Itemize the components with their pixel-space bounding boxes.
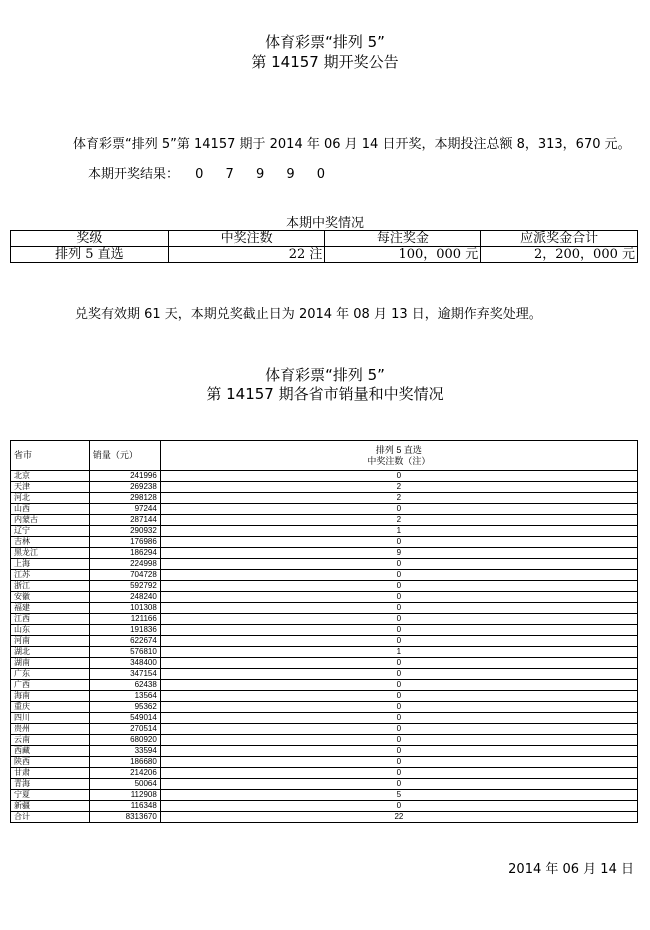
table-row: [11, 746, 638, 757]
province-name: 山东: [11, 625, 90, 636]
table-row: [11, 581, 638, 592]
province-sales: 191836: [89, 625, 160, 636]
province-winners: 0: [160, 757, 637, 768]
province-winners: 0: [160, 735, 637, 746]
province-sales: 33594: [89, 746, 160, 757]
table-row: [11, 559, 638, 570]
province-name: 辽宁: [11, 526, 90, 537]
prize-total: 2，200，000 元: [481, 247, 638, 263]
table-row: [11, 801, 638, 812]
province-winners: 0: [160, 801, 637, 812]
table-row: [11, 779, 638, 790]
claim-notice: 兑奖有效期 61 天，本期兑奖截止日为 2014 年 08 月 13 日，逾期作弃奖处理。: [75, 307, 542, 322]
header-winners: [160, 441, 637, 471]
header-province: 省市: [11, 441, 90, 471]
prize-table: [10, 230, 638, 263]
province-name: 浙江: [11, 581, 90, 592]
province-winners: 2: [160, 493, 637, 504]
province-name: 合计: [11, 812, 90, 823]
province-sales: 287144: [89, 515, 160, 526]
table-row: [11, 812, 638, 823]
section2-subtitle: 第 14157 期各省市销量和中奖情况: [206, 385, 444, 403]
province-sales: 269238: [89, 482, 160, 493]
province-winners: 0: [160, 614, 637, 625]
table-row: [11, 658, 638, 669]
province-name: 青海: [11, 779, 90, 790]
table-row: [11, 713, 638, 724]
prize-table-header: [11, 231, 638, 247]
province-name: 广东: [11, 669, 90, 680]
header-winners-line2: 中奖注数（注）: [367, 455, 431, 466]
table-row: [11, 504, 638, 515]
table-row: [11, 702, 638, 713]
table-row: [11, 625, 638, 636]
province-sales: 116348: [89, 801, 160, 812]
province-name: 上海: [11, 559, 90, 570]
province-name: 广西: [11, 680, 90, 691]
province-sales: 62438: [89, 680, 160, 691]
province-winners: 22: [160, 812, 637, 823]
province-winners: 0: [160, 636, 637, 647]
table-row: [11, 537, 638, 548]
province-sales: 622674: [89, 636, 160, 647]
province-winners: 0: [160, 724, 637, 735]
province-name: 河北: [11, 493, 90, 504]
province-sales: 680920: [89, 735, 160, 746]
province-sales: 50064: [89, 779, 160, 790]
province-winners: 0: [160, 537, 637, 548]
prize-count: 22 注: [168, 247, 325, 263]
province-winners: 1: [160, 647, 637, 658]
province-sales: 298128: [89, 493, 160, 504]
province-name: 山西: [11, 504, 90, 515]
province-sales: 97244: [89, 504, 160, 515]
table-row: [11, 790, 638, 801]
province-winners: 0: [160, 702, 637, 713]
province-name: 陕西: [11, 757, 90, 768]
province-winners: 0: [160, 570, 637, 581]
table-row: [11, 735, 638, 746]
province-name: 贵州: [11, 724, 90, 735]
province-name: 海南: [11, 691, 90, 702]
province-winners: 0: [160, 625, 637, 636]
table-row: [11, 548, 638, 559]
province-sales: 112908: [89, 790, 160, 801]
province-sales: 576810: [89, 647, 160, 658]
section2-title: 体育彩票“排列 5”: [265, 366, 385, 384]
table-row: [11, 636, 638, 647]
header-sales: 销量（元）: [89, 441, 160, 471]
province-winners: 5: [160, 790, 637, 801]
province-name: 安徽: [11, 592, 90, 603]
table-row: [11, 592, 638, 603]
draw-result: [88, 163, 334, 182]
header-total: 应派奖金合计: [481, 231, 638, 247]
province-sales: 214206: [89, 768, 160, 779]
province-sales: 704728: [89, 570, 160, 581]
province-name: 湖北: [11, 647, 90, 658]
province-name: 甘肃: [11, 768, 90, 779]
province-sales: 8313670: [89, 812, 160, 823]
province-sales: 186680: [89, 757, 160, 768]
draw-result-label: 本期开奖结果：: [88, 167, 180, 182]
province-sales: 592792: [89, 581, 160, 592]
table-row: [11, 757, 638, 768]
province-winners: 9: [160, 548, 637, 559]
province-sales: 121166: [89, 614, 160, 625]
province-winners: 0: [160, 581, 637, 592]
province-name: 江西: [11, 614, 90, 625]
province-name: 湖南: [11, 658, 90, 669]
province-sales: 347154: [89, 669, 160, 680]
header-winners-line1: 排列 5 直选: [375, 444, 422, 455]
province-name: 宁夏: [11, 790, 90, 801]
province-winners: 2: [160, 515, 637, 526]
province-sales: 241996: [89, 471, 160, 482]
province-name: 西藏: [11, 746, 90, 757]
province-name: 河南: [11, 636, 90, 647]
province-winners: 1: [160, 526, 637, 537]
table-row: [11, 614, 638, 625]
header-level: 奖级: [11, 231, 169, 247]
prize-level: 排列 5 直选: [11, 247, 169, 263]
province-sales: 224998: [89, 559, 160, 570]
table-row: [11, 603, 638, 614]
province-sales: 186294: [89, 548, 160, 559]
province-sales: 270514: [89, 724, 160, 735]
header-per-bet: 每注奖金: [325, 231, 481, 247]
province-table-header: [11, 441, 638, 471]
announcement-sentence: 体育彩票“排列 5”第 14157 期于 2014 年 06 月 14 日开奖，本期投注总额 8，313，670 元。: [73, 137, 631, 152]
province-name: 新疆: [11, 801, 90, 812]
header-count: 中奖注数: [168, 231, 325, 247]
province-sales: 95362: [89, 702, 160, 713]
province-name: 内蒙古: [11, 515, 90, 526]
province-name: 北京: [11, 471, 90, 482]
footer-date: 2014 年 06 月 14 日: [508, 862, 634, 877]
table-row: [11, 570, 638, 581]
province-name: 云南: [11, 735, 90, 746]
province-sales: 13564: [89, 691, 160, 702]
province-sales: 176986: [89, 537, 160, 548]
province-winners: 0: [160, 471, 637, 482]
province-sales: 549014: [89, 713, 160, 724]
province-table-body: [11, 471, 638, 823]
announcement-subtitle: 第 14157 期开奖公告: [251, 53, 399, 71]
province-sales: 348400: [89, 658, 160, 669]
province-winners: 0: [160, 691, 637, 702]
table-row: [11, 768, 638, 779]
province-name: 福建: [11, 603, 90, 614]
table-row: [11, 724, 638, 735]
province-winners: 0: [160, 603, 637, 614]
table-row: [11, 691, 638, 702]
table-row: [11, 647, 638, 658]
province-winners: 0: [160, 669, 637, 680]
table-row: [11, 482, 638, 493]
table-row: [11, 493, 638, 504]
province-name: 四川: [11, 713, 90, 724]
table-row: [11, 680, 638, 691]
draw-result-numbers: 0 7 9 9 0: [195, 167, 335, 182]
province-name: 重庆: [11, 702, 90, 713]
province-winners: 0: [160, 746, 637, 757]
province-name: 吉林: [11, 537, 90, 548]
province-winners: 0: [160, 713, 637, 724]
province-winners: 0: [160, 592, 637, 603]
prize-table-caption: 本期中奖情况: [285, 216, 364, 231]
prize-per-bet: 100，000 元: [325, 247, 481, 263]
province-name: 黑龙江: [11, 548, 90, 559]
prize-table-row: [11, 247, 638, 263]
table-row: [11, 515, 638, 526]
province-sales: 101308: [89, 603, 160, 614]
province-winners: 0: [160, 559, 637, 570]
province-sales: 290932: [89, 526, 160, 537]
table-row: [11, 526, 638, 537]
announcement-title: 体育彩票“排列 5”: [265, 33, 385, 51]
province-winners: 0: [160, 504, 637, 515]
province-table: [10, 440, 638, 823]
province-name: 天津: [11, 482, 90, 493]
province-sales: 248240: [89, 592, 160, 603]
province-winners: 0: [160, 658, 637, 669]
table-row: [11, 669, 638, 680]
province-winners: 0: [160, 779, 637, 790]
table-row: [11, 471, 638, 482]
province-name: 江苏: [11, 570, 90, 581]
province-winners: 2: [160, 482, 637, 493]
province-winners: 0: [160, 680, 637, 691]
province-winners: 0: [160, 768, 637, 779]
